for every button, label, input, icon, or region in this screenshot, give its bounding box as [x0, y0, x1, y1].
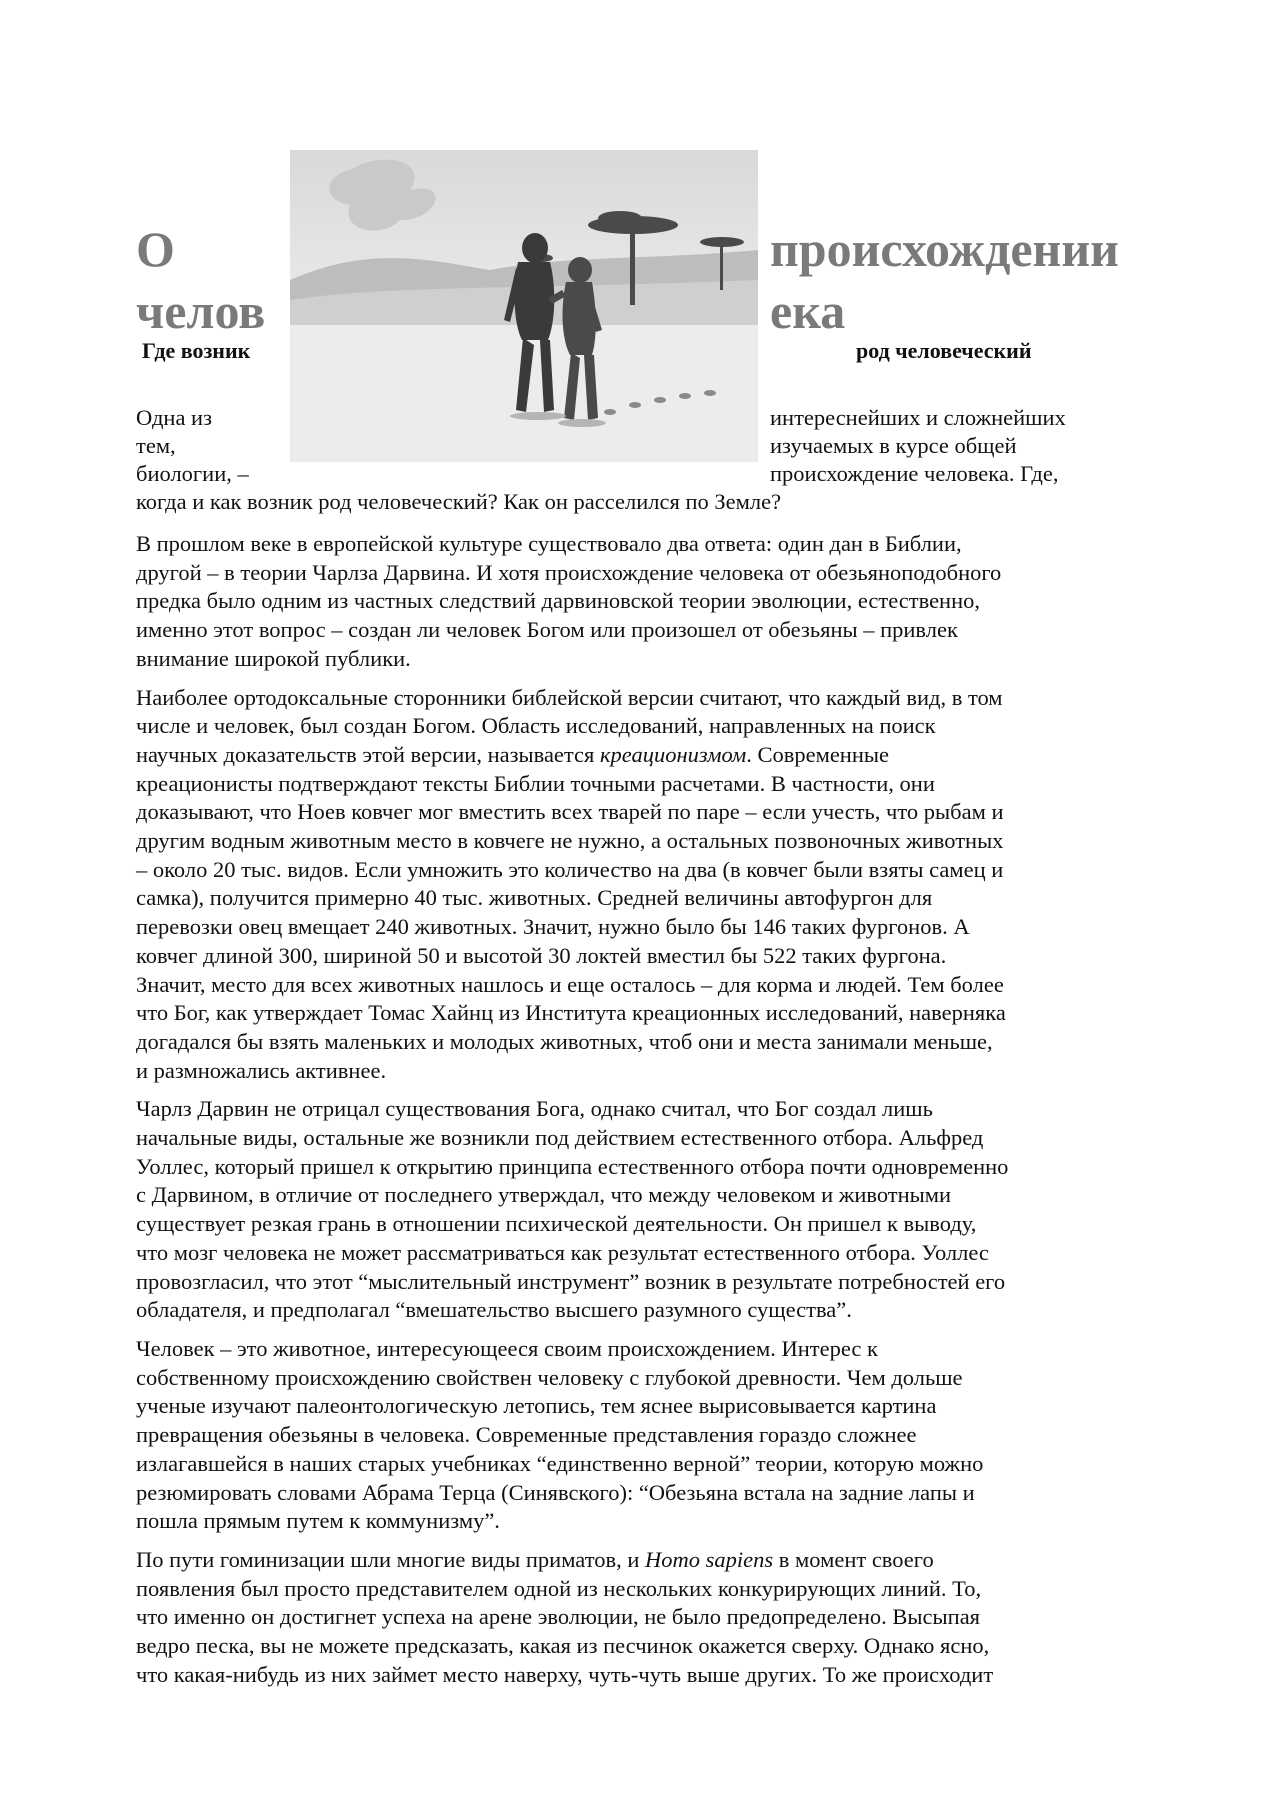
text-line: В прошлом веке в европейской культуре существовало два ответа: один дан в Библии,	[136, 531, 962, 556]
text-line: что Бог, как утверждает Томас Хайнц из Института креационных исследований, наверняка	[136, 1000, 1006, 1026]
title-line1-left: О	[136, 221, 175, 277]
text-line: излагавшейся в наших старых учебниках “единственно верной” теории, которую можно	[136, 1450, 984, 1476]
text-line: собственному происхождению свойствен человеку с глубокой древности. Чем дольше	[136, 1364, 963, 1390]
text-segment: . Современные	[746, 741, 889, 767]
intro-line2-left: тем,	[136, 433, 176, 458]
subtitle-right: род человеческий	[856, 338, 1032, 363]
paragraph-4	[136, 1335, 1146, 1536]
text-line: появления был просто представителем одной из нескольких конкурирующих линий. То,	[136, 1575, 982, 1601]
text-line: ученые изучают палеонтологическую летопись, тем яснее вырисовывается картина	[136, 1393, 937, 1419]
body-text	[136, 530, 1146, 1699]
text-line: другой – в теории Чарлза Дарвина. И хотя происхождение человека от обезьяноподобного	[136, 559, 1002, 585]
text-line: Чарлз Дарвин не отрицал существования Бога, однако считал, что Бог создал лишь	[136, 1096, 933, 1122]
text-line: другим водным животным место в ковчеге не нужно, а остальных позвоночных животных	[136, 828, 1004, 854]
title-line1-right: происхождении	[770, 221, 1119, 277]
illustration-graphic	[290, 150, 758, 462]
hominid-illustration	[290, 150, 758, 462]
text-line: обладателя, и предполагал “вмешательство высшего разумного существа”.	[136, 1297, 852, 1323]
text-line: креационисты подтверждают тексты Библии точными расчетами. В частности, они	[136, 770, 935, 796]
italic-term: креационизмом	[600, 741, 747, 767]
text-line: догадался бы взять маленьких и молодых животных, чтоб они и места занимали меньше,	[136, 1028, 993, 1054]
title-line2-left: челов	[136, 283, 266, 339]
paragraph-1	[136, 530, 1146, 674]
text-segment: в момент своего	[773, 1546, 934, 1572]
text-line: пошла прямым путем к коммунизму”.	[136, 1508, 500, 1534]
text-line	[136, 1546, 1146, 1575]
text-line: резюмировать словами Абрама Терца (Синявского): “Обезьяна встала на задние лапы и	[136, 1479, 975, 1505]
text-line: что именно он достигнет успеха на арене эволюции, не было предопределено. Высыпая	[136, 1604, 981, 1630]
text-line: – около 20 тыс. видов. Если умножить это количество на два (в ковчег были взяты самец и	[136, 856, 1004, 882]
text-line: числе и человек, был создан Богом. Область исследований, направленных на поиск	[136, 713, 936, 739]
intro-line3-right: происхождение человека. Где,	[770, 461, 1059, 486]
text-line: перевозки овец вмещает 240 животных. Значит, нужно было бы 146 таких фургонов. А	[136, 914, 970, 940]
text-line: существует резкая грань в отношении психической деятельности. Он пришел к выводу,	[136, 1211, 977, 1237]
text-segment: научных доказательств этой версии, называется	[136, 741, 600, 767]
text-segment: По пути гоминизации шли многие виды приматов, и	[136, 1546, 646, 1572]
text-line: с Дарвином, в отличие от последнего утверждал, что между человеком и животными	[136, 1182, 952, 1208]
text-line: что какая-нибудь из них займет место наверху, чуть-чуть выше других. То же происходит	[136, 1661, 994, 1687]
paragraph-2	[136, 684, 1146, 1086]
text-line: и размножались активнее.	[136, 1057, 387, 1083]
text-line: ковчег длиной 300, шириной 50 и высотой 30 локтей вместил бы 522 таких фургона.	[136, 942, 947, 968]
text-line: ведро песка, вы не можете предсказать, какая из песчинок окажется сверху. Однако ясно,	[136, 1633, 990, 1659]
intro-line4: когда и как возник род человеческий? Как он расселился по Земле?	[136, 489, 782, 514]
paragraph-5	[136, 1546, 1146, 1690]
intro-line1-right: интереснейших и сложнейших	[770, 405, 1066, 430]
text-line: превращения обезьяны в человека. Современные представления гораздо сложнее	[136, 1422, 917, 1448]
italic-term: Homo sapiens	[645, 1546, 774, 1572]
text-line: Значит, место для всех животных нашлось и еще осталось – для корма и людей. Тем более	[136, 971, 1004, 997]
text-line: самка), получится примерно 40 тыс. животных. Средней величины автофургон для	[136, 885, 933, 911]
text-line: Наиболее ортодоксальные сторонники библейской версии считают, что каждый вид, в том	[136, 684, 1003, 710]
text-line	[136, 741, 1146, 770]
text-line: начальные виды, остальные же возникли под действием естественного отбора. Альфред	[136, 1125, 984, 1151]
text-line: внимание широкой публики.	[136, 645, 411, 671]
text-line: доказывают, что Ноев ковчег мог вместить всех тварей по паре – если учесть, что рыбам и	[136, 799, 1004, 825]
text-line: что мозг человека не может рассматриваться как результат естественного отбора. Уоллес	[136, 1239, 989, 1265]
title-line2-right: ека	[770, 283, 846, 339]
intro-line3-left: биологии, –	[136, 461, 249, 486]
text-line: именно этот вопрос – создан ли человек Богом или произошел от обезьяны – привлек	[136, 617, 958, 643]
text-line: Уоллес, который пришел к открытию принципа естественного отбора почти одновременно	[136, 1153, 1009, 1179]
subtitle-left: Где возник	[142, 338, 251, 363]
text-line: предка было одним из частных следствий дарвиновской теории эволюции, естественно,	[136, 588, 981, 614]
paragraph-3	[136, 1095, 1146, 1325]
text-line: Человек – это животное, интересующееся своим происхождением. Интерес к	[136, 1335, 878, 1361]
intro-line2-right: изучаемых в курсе общей	[770, 433, 1017, 458]
intro-line1-left: Одна из	[136, 405, 212, 430]
text-line: провозгласил, что этот “мыслительный инструмент” возник в результате потребностей его	[136, 1268, 1006, 1294]
